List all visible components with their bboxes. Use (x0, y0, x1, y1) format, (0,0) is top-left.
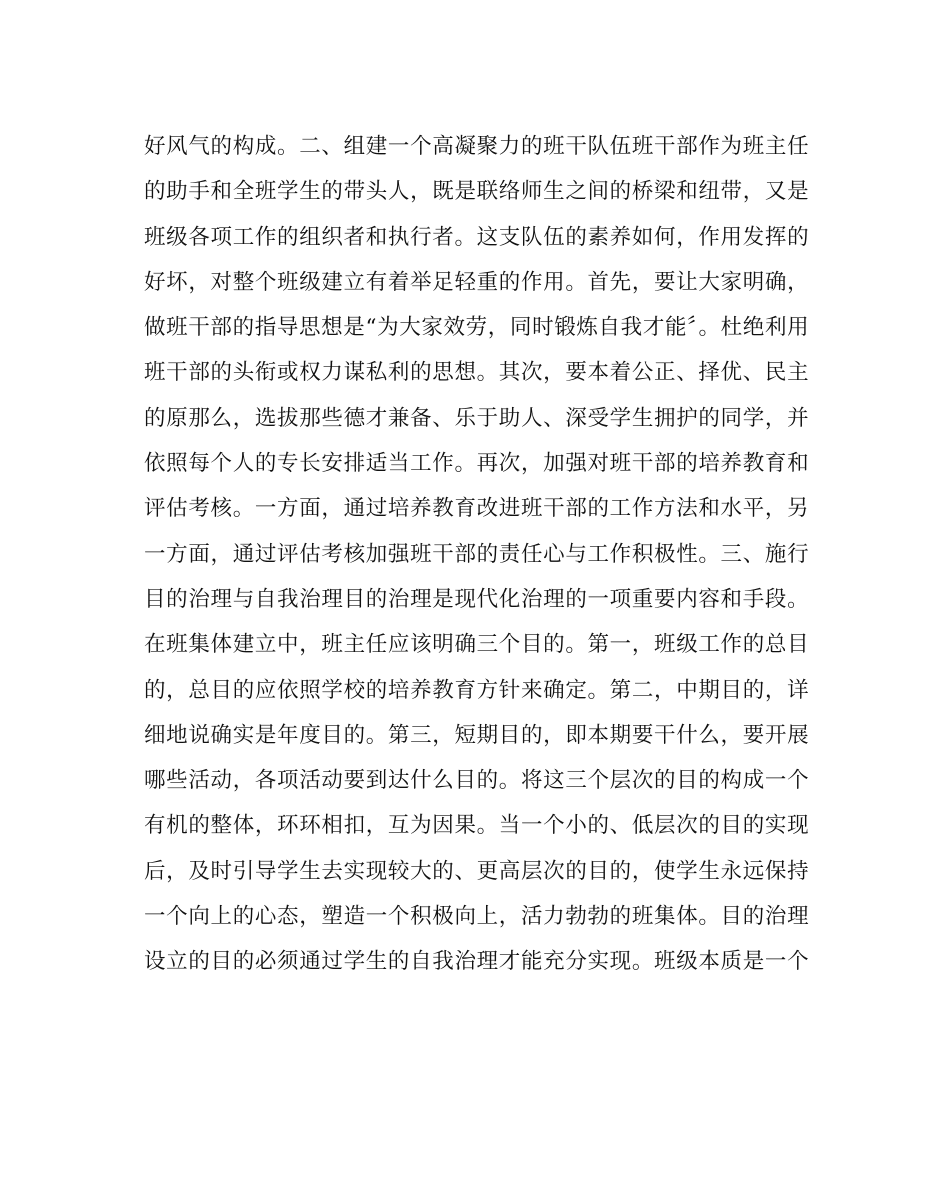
text-line: 设立的目的必须通过学生的自我治理才能充分实现。班级本质是一个 (144, 949, 809, 975)
text-line: 做班干部的指导思想是“为大家效劳，同时锻炼自我才能〞。杜绝利用 (144, 315, 809, 341)
text-line: 的助手和全班学生的带头人，既是联络师生之间的桥梁和纽带，又是 (144, 179, 809, 205)
text-line: 后，及时引导学生去实现较大的、更高层次的目的，使学生永远保持 (144, 858, 809, 884)
text-line: 目的治理与自我治理目的治理是现代化治理的一项重要内容和手段。 (144, 586, 809, 612)
text-line: 依照每个人的专长安排适当工作。再次，加强对班干部的培养教育和 (144, 451, 809, 477)
text-line: 一方面，通过评估考核加强班干部的责任心与工作积极性。三、施行 (144, 541, 809, 567)
text-line: 细地说确实是年度目的。第三，短期目的，即本期要干什么，要开展 (144, 722, 809, 748)
body-text (144, 124, 809, 985)
text-line: 的，总目的应依照学校的培养教育方针来确定。第二，中期目的，详 (144, 677, 809, 703)
text-line: 好风气的构成。二、组建一个高凝聚力的班干队伍班干部作为班主任 (144, 134, 809, 159)
text-line: 有机的整体，环环相扣，互为因果。当一个小的、低层次的目的实现 (144, 813, 809, 839)
text-line: 班级各项工作的组织者和执行者。这支队伍的素养如何，作用发挥的 (144, 224, 809, 250)
text-line: 一个向上的心态，塑造一个积极向上，活力勃勃的班集体。目的治理 (144, 904, 809, 930)
text-line: 在班集体建立中，班主任应该明确三个目的。第一，班级工作的总目 (144, 632, 809, 658)
text-line: 好坏，对整个班级建立有着举足轻重的作用。首先，要让大家明确， (144, 269, 809, 295)
text-line: 哪些活动，各项活动要到达什么目的。将这三个层次的目的构成一个 (144, 768, 809, 794)
text-line: 的原那么，选拔那些德才兼备、乐于助人、深受学生拥护的同学，并 (144, 405, 809, 431)
text-line: 班干部的头衔或权力谋私利的思想。其次，要本着公正、择优、民主 (144, 360, 809, 386)
text-line: 评估考核。一方面，通过培养教育改进班干部的工作方法和水平，另 (144, 496, 809, 522)
